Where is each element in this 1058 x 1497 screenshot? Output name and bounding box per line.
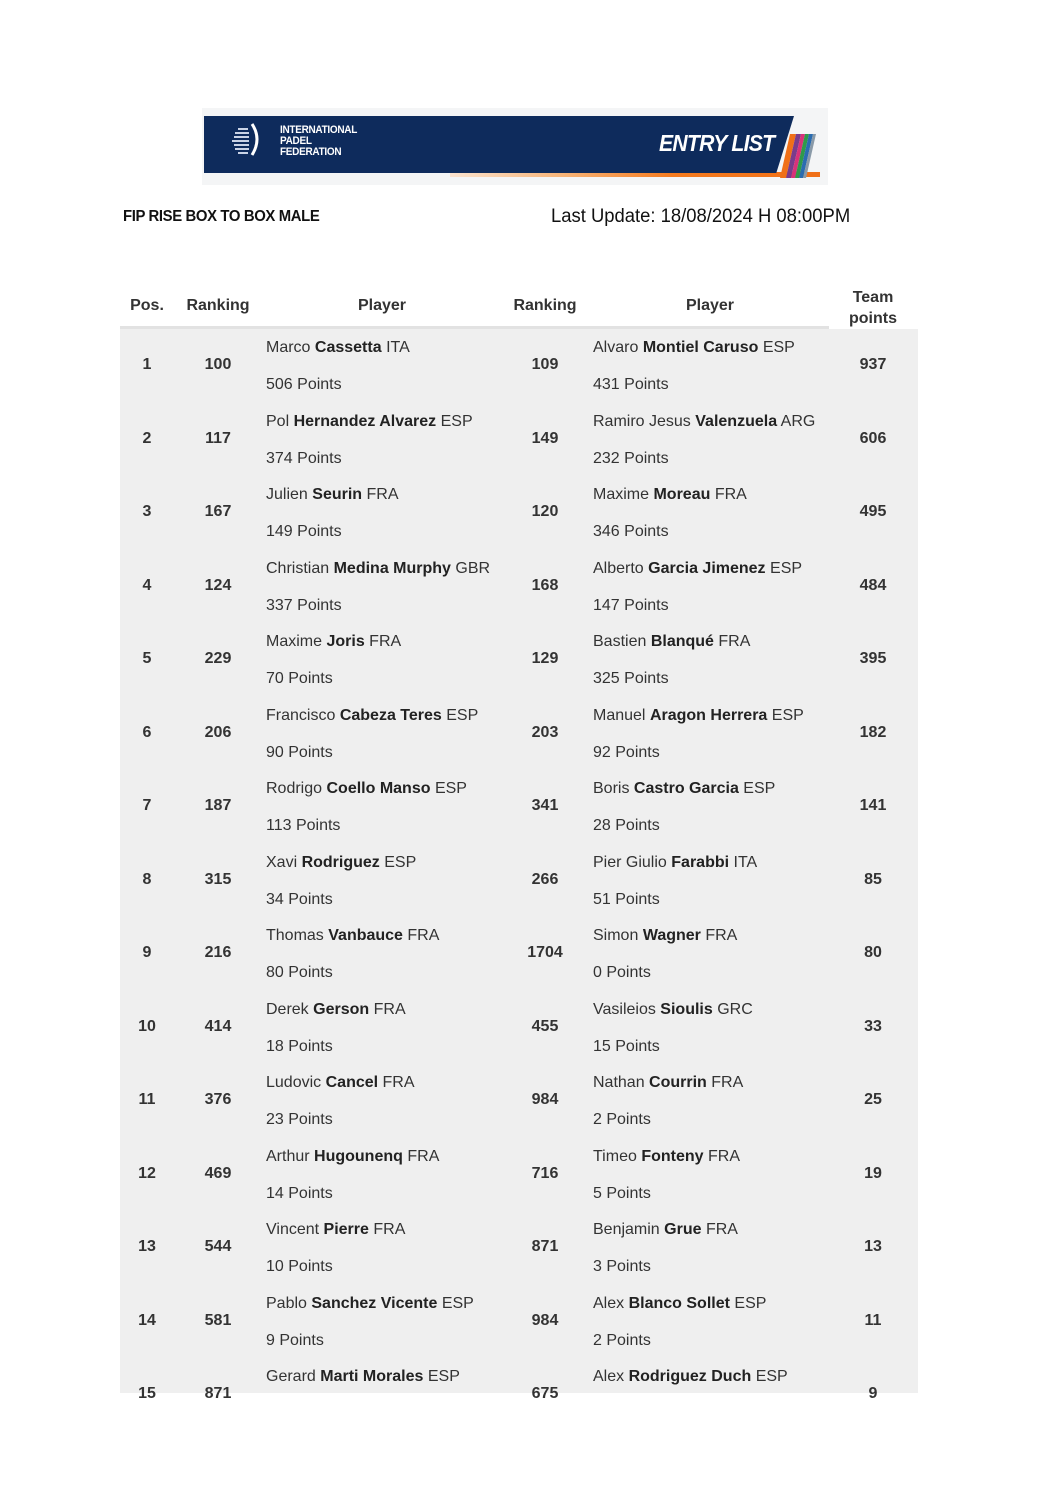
player1-nationality: ESP: [446, 706, 479, 724]
team-points-cell: 606: [859, 429, 887, 447]
player1-ranking-cell: 544: [204, 1238, 232, 1255]
player1-points: 34 Points: [266, 890, 333, 908]
player1-last-name: Cabeza Teres: [339, 706, 442, 724]
player2-ranking-cell: 984: [531, 1311, 559, 1329]
player2-nationality: ARG: [780, 412, 816, 430]
col-header-ranking-1: Ranking: [186, 297, 250, 314]
player1-ranking-cell: 216: [204, 944, 232, 961]
player1-name: [266, 1368, 460, 1386]
player1-last-name: Joris: [326, 633, 365, 650]
player2-first-name: Maxime: [593, 486, 650, 503]
player1-last-name: Hernandez Alvarez: [293, 412, 437, 430]
header-banner: [202, 108, 828, 185]
player2-last-name: Courrin: [649, 1074, 707, 1091]
player2-last-name: Moreau: [653, 486, 711, 503]
player2-ranking-cell: 675: [531, 1385, 559, 1402]
position-cell: 15: [138, 1385, 156, 1402]
player1-first-name: Derek: [266, 1000, 309, 1018]
fip-logo-icon: [232, 122, 262, 156]
player2-ranking-cell: 109: [531, 356, 559, 373]
player2-last-name: Garcia Jimenez: [648, 559, 766, 577]
player2-ranking-cell: 203: [531, 723, 559, 741]
player2-ranking-cell: 266: [531, 870, 559, 888]
table-row: [120, 697, 918, 771]
player1-points: 506 Points: [266, 376, 342, 393]
player2-ranking-cell: 149: [531, 429, 559, 447]
player1-ranking-cell: 187: [204, 797, 232, 814]
player1-last-name: Vanbauce: [328, 927, 403, 944]
player2-nationality: ESP: [734, 1294, 767, 1312]
player1-nationality: FRA: [373, 1221, 406, 1238]
player1-points: 113 Points: [266, 817, 341, 834]
player2-first-name: Ramiro Jesus: [593, 412, 691, 430]
player1-points: 14 Points: [266, 1184, 333, 1202]
player2-name: [593, 854, 757, 872]
player2-name: [593, 633, 750, 651]
player2-name: [593, 1368, 788, 1386]
event-title: FIP RISE BOX TO BOX MALE: [123, 208, 320, 225]
player1-last-name: Sanchez Vicente: [311, 1294, 438, 1312]
player2-name: [593, 486, 747, 504]
player1-ranking-cell: 100: [204, 356, 232, 373]
player2-points: 2 Points: [593, 1111, 651, 1128]
player1-ranking-cell: 315: [204, 870, 232, 888]
player1-ranking-cell: 167: [204, 503, 232, 520]
position-cell: 9: [142, 944, 152, 961]
team-points-cell: 395: [859, 650, 887, 667]
player1-ranking-cell: 206: [204, 723, 232, 741]
player2-name: [593, 780, 775, 798]
player2-ranking-cell: 1704: [527, 944, 563, 961]
player2-name: [593, 1148, 740, 1166]
player2-ranking-cell: 716: [531, 1164, 559, 1182]
player1-nationality: FRA: [369, 633, 402, 650]
table-row: [120, 476, 918, 550]
player1-name: [266, 1221, 405, 1239]
player1-last-name: Cancel: [325, 1074, 379, 1091]
player1-points: 23 Points: [266, 1111, 333, 1128]
logo-line-1: INTERNATIONAL: [280, 124, 358, 137]
player2-ranking-cell: 341: [531, 797, 559, 814]
player2-nationality: ESP: [762, 339, 795, 356]
player2-last-name: Grue: [664, 1221, 702, 1238]
player1-points: 337 Points: [266, 596, 342, 614]
player1-name: [266, 927, 439, 945]
player2-last-name: Farabbi: [671, 853, 730, 871]
position-cell: 13: [138, 1238, 156, 1255]
rainbow-stripes-decoration: [774, 132, 818, 178]
player1-nationality: ITA: [386, 339, 410, 356]
position-cell: 12: [138, 1164, 156, 1182]
player2-points: 232 Points: [593, 449, 669, 467]
player2-first-name: Alex: [593, 1294, 625, 1312]
player1-nationality: ESP: [440, 412, 473, 430]
position-cell: 11: [138, 1091, 156, 1108]
player2-name: [593, 560, 802, 578]
player1-ranking-cell: 229: [204, 650, 232, 667]
position-cell: 1: [142, 356, 152, 373]
player2-first-name: Alvaro: [593, 339, 639, 356]
player2-first-name: Pier Giulio: [593, 853, 667, 871]
player1-last-name: Marti Morales: [320, 1368, 424, 1385]
player1-first-name: Xavi: [266, 853, 298, 871]
player2-last-name: Castro Garcia: [633, 780, 739, 797]
table-row: [120, 1138, 918, 1212]
player2-points: 2 Points: [593, 1331, 651, 1349]
position-cell: 6: [142, 723, 152, 741]
player2-name: [593, 1001, 753, 1019]
team-points-cell: 495: [859, 503, 887, 520]
player1-first-name: Pablo: [266, 1294, 307, 1312]
player1-first-name: Maxime: [266, 633, 323, 650]
player1-first-name: Gerard: [266, 1368, 316, 1385]
position-cell: 14: [138, 1311, 156, 1329]
player1-last-name: Medina Murphy: [333, 559, 451, 577]
player2-points: 51 Points: [593, 890, 660, 908]
player1-last-name: Pierre: [323, 1221, 369, 1238]
player1-name: [266, 1074, 415, 1092]
table-row: [120, 329, 918, 403]
team-points-cell: 937: [859, 356, 887, 373]
table-row: [120, 1211, 918, 1285]
player1-nationality: FRA: [366, 486, 399, 503]
player2-name: [593, 339, 795, 357]
table-row: [120, 1285, 918, 1359]
table-row: [120, 917, 918, 991]
player2-last-name: Aragon Herrera: [649, 706, 768, 724]
player1-points: 374 Points: [266, 449, 342, 467]
player2-nationality: FRA: [718, 633, 751, 650]
player2-points: 431 Points: [593, 376, 669, 393]
player1-points: 90 Points: [266, 743, 333, 761]
position-cell: 5: [142, 650, 152, 667]
team-points-cell: 9: [868, 1385, 878, 1402]
logo-line-2: PADEL: [280, 135, 312, 148]
team-points-cell: 25: [864, 1091, 882, 1108]
player2-nationality: ITA: [733, 853, 758, 871]
entry-table-body: [120, 329, 918, 1402]
player1-last-name: Seurin: [312, 486, 363, 503]
col-header-player-1: Player: [357, 297, 407, 314]
player2-nationality: FRA: [714, 486, 747, 503]
player2-nationality: FRA: [707, 1147, 740, 1165]
player1-first-name: Pol: [266, 412, 290, 430]
player2-first-name: Benjamin: [593, 1221, 660, 1238]
entry-list-title: ENTRY LIST: [659, 130, 775, 156]
player1-first-name: Arthur: [266, 1147, 310, 1165]
player2-last-name: Sioulis: [660, 1000, 713, 1018]
team-points-cell: 13: [864, 1238, 882, 1255]
player2-name: [593, 1295, 766, 1313]
team-points-cell: 33: [864, 1017, 882, 1035]
player2-last-name: Wagner: [642, 927, 701, 944]
player2-ranking-cell: 129: [531, 650, 559, 667]
player2-name: [593, 1221, 738, 1239]
player1-points: 9 Points: [266, 1331, 324, 1349]
col-header-pos: Pos.: [130, 297, 164, 314]
player1-nationality: ESP: [434, 780, 467, 797]
player1-name: [266, 1148, 439, 1166]
fip-logo-text: [280, 125, 357, 158]
player2-first-name: Simon: [593, 927, 639, 944]
player2-points: 92 Points: [593, 743, 660, 761]
player2-name: [593, 413, 815, 431]
player2-first-name: Nathan: [593, 1074, 645, 1091]
team-points-cell: 19: [864, 1164, 882, 1182]
player1-points: 149 Points: [266, 523, 342, 540]
table-row: [120, 550, 918, 624]
table-row: [120, 1358, 918, 1432]
player2-nationality: GRC: [717, 1000, 753, 1018]
player2-nationality: ESP: [755, 1368, 788, 1385]
table-row: [120, 770, 918, 844]
player2-nationality: ESP: [743, 780, 776, 797]
player2-points: 0 Points: [593, 964, 651, 981]
player1-first-name: Rodrigo: [266, 780, 323, 797]
player2-last-name: Rodriguez Duch: [628, 1368, 752, 1385]
team-points-cell: 11: [864, 1311, 882, 1329]
player2-points: 3 Points: [593, 1258, 651, 1275]
player2-ranking-cell: 984: [531, 1091, 559, 1108]
player1-points: 10 Points: [266, 1258, 333, 1275]
position-cell: 4: [142, 576, 152, 594]
table-row: [120, 991, 918, 1065]
player2-nationality: ESP: [771, 706, 804, 724]
player1-first-name: Ludovic: [266, 1074, 322, 1091]
player1-name: [266, 1001, 406, 1019]
player2-ranking-cell: 455: [531, 1017, 559, 1035]
player1-nationality: ESP: [427, 1368, 460, 1385]
player1-last-name: Coello Manso: [326, 780, 431, 797]
player2-nationality: ESP: [770, 559, 803, 577]
player1-name: [266, 633, 401, 651]
col-header-team-points: [838, 287, 908, 329]
team-points-cell: 182: [859, 723, 887, 741]
player2-ranking-cell: 168: [531, 576, 559, 594]
team-points-cell: 85: [864, 870, 882, 888]
player1-first-name: Thomas: [266, 927, 324, 944]
player2-last-name: Blanco Sollet: [628, 1294, 730, 1312]
player1-first-name: Vincent: [266, 1221, 320, 1238]
player1-nationality: GBR: [455, 559, 491, 577]
player1-first-name: Christian: [266, 559, 330, 577]
player1-nationality: FRA: [407, 927, 440, 944]
logo-line-3: FEDERATION: [280, 146, 342, 159]
player2-points: 325 Points: [593, 670, 669, 687]
player2-first-name: Timeo: [593, 1147, 637, 1165]
table-row: [120, 403, 918, 477]
player1-ranking-cell: 414: [204, 1017, 232, 1035]
col-header-team-points-line2: points: [849, 310, 897, 327]
player2-last-name: Fonteny: [641, 1147, 704, 1165]
col-header-ranking-2: Ranking: [513, 297, 577, 314]
player2-first-name: Alex: [593, 1368, 625, 1385]
player2-last-name: Blanqué: [650, 633, 714, 650]
position-cell: 2: [142, 429, 152, 447]
player1-name: [266, 707, 478, 725]
player2-points: 5 Points: [593, 1184, 651, 1202]
player2-points: 28 Points: [593, 817, 660, 834]
team-points-cell: 141: [859, 797, 887, 814]
player1-nationality: ESP: [384, 853, 417, 871]
player1-first-name: Francisco: [266, 706, 336, 724]
player2-last-name: Montiel Caruso: [642, 339, 759, 356]
player1-ranking-cell: 581: [204, 1311, 232, 1329]
player2-ranking-cell: 871: [531, 1238, 559, 1255]
player1-name: [266, 413, 473, 431]
player1-name: [266, 1295, 474, 1313]
player1-name: [266, 854, 416, 872]
team-points-cell: 80: [864, 944, 882, 961]
player2-points: 346 Points: [593, 523, 669, 540]
player2-points: 15 Points: [593, 1037, 660, 1055]
player2-ranking-cell: 120: [531, 503, 559, 520]
player2-name: [593, 707, 804, 725]
player1-ranking-cell: 117: [205, 429, 231, 447]
player2-first-name: Bastien: [593, 633, 647, 650]
player1-name: [266, 339, 410, 357]
player1-name: [266, 486, 399, 504]
player1-points: 18 Points: [266, 1037, 333, 1055]
player1-name: [266, 560, 490, 578]
player2-name: [593, 1074, 743, 1092]
player1-nationality: FRA: [382, 1074, 415, 1091]
player2-nationality: FRA: [705, 1221, 738, 1238]
last-update: Last Update: 18/08/2024 H 08:00PM: [551, 206, 851, 227]
team-points-cell: 484: [859, 576, 887, 594]
player2-first-name: Alberto: [593, 559, 644, 577]
player1-first-name: Marco: [266, 339, 311, 356]
player1-points: 70 Points: [266, 670, 333, 687]
player2-name: [593, 927, 737, 945]
player1-name: [266, 780, 467, 798]
player1-last-name: Rodriguez: [301, 853, 380, 871]
col-header-player-2: Player: [685, 297, 735, 314]
position-cell: 7: [142, 797, 152, 814]
player1-ranking-cell: 871: [204, 1385, 232, 1402]
player1-ranking-cell: 376: [204, 1091, 232, 1108]
player1-nationality: FRA: [373, 1000, 406, 1018]
player2-points: 147 Points: [593, 596, 669, 614]
player1-nationality: ESP: [441, 1294, 474, 1312]
player1-ranking-cell: 124: [204, 576, 232, 594]
col-header-team-points-line1: Team: [852, 289, 894, 306]
player2-first-name: Boris: [593, 780, 630, 797]
table-row: [120, 844, 918, 918]
player1-points: 80 Points: [266, 964, 333, 981]
player2-last-name: Valenzuela: [695, 412, 778, 430]
player2-first-name: Vasileios: [593, 1000, 656, 1018]
table-row: [120, 623, 918, 697]
table-row: [120, 1064, 918, 1138]
player1-first-name: Julien: [266, 486, 308, 503]
position-cell: 8: [142, 870, 152, 888]
player1-nationality: FRA: [407, 1147, 440, 1165]
position-cell: 3: [142, 503, 152, 520]
player1-last-name: Hugounenq: [314, 1147, 403, 1165]
position-cell: 10: [138, 1017, 156, 1035]
player2-nationality: FRA: [711, 1074, 744, 1091]
player1-ranking-cell: 469: [204, 1164, 232, 1182]
player1-last-name: Gerson: [313, 1000, 370, 1018]
player2-first-name: Manuel: [593, 706, 646, 724]
player2-nationality: FRA: [705, 927, 738, 944]
player1-last-name: Cassetta: [314, 339, 382, 356]
